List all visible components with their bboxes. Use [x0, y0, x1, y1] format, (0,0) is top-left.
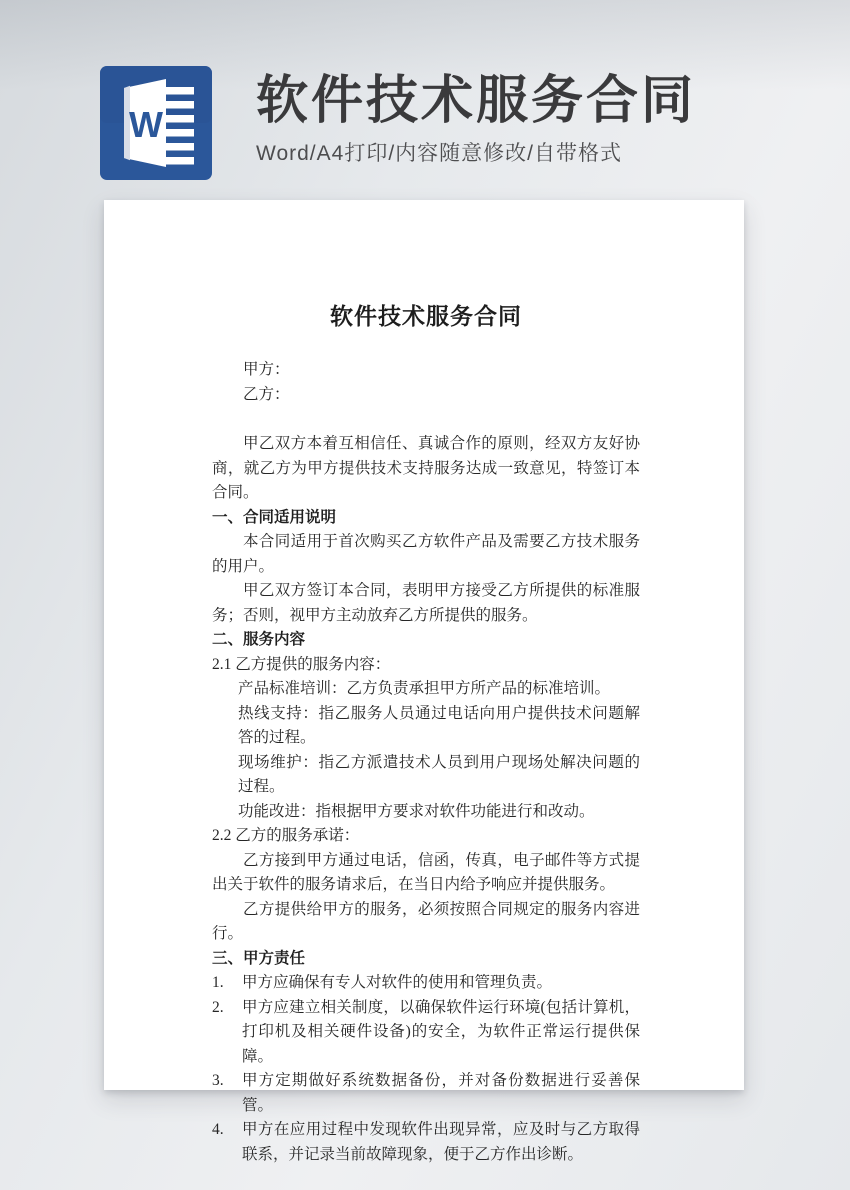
party-b-line: 乙方： — [243, 385, 290, 403]
clause-2-2-paragraph-1: 乙方接到甲方通过电话，信函，传真，电子邮件等方式提出关于软件的服务请求后，在当日内给予响应并提供服务。 — [212, 851, 640, 893]
section1-paragraph-1: 本合同适用于首次购买乙方软件产品及需要乙方技术服务的用户。 — [212, 533, 640, 575]
word-icon — [100, 66, 212, 180]
list-item — [212, 996, 640, 1070]
list-item-number: 4. — [212, 1121, 224, 1138]
service-item-onsite: 现场维护：指乙方派遣技术人员到用户现场处解决问题的过程。 — [238, 753, 640, 795]
section1-paragraph-2: 甲乙双方签订本合同，表明甲方接受乙方所提供的标准服务；否则，视甲方主动放弃乙方所提供的服务。 — [212, 582, 640, 624]
document-title: 软件技术服务合同 — [330, 304, 522, 329]
section1-heading: 一、合同适用说明 — [212, 508, 337, 526]
service-item-improvement: 功能改进：指根据甲方要求对软件功能进行和改动。 — [238, 802, 595, 820]
list-item-number: 2. — [212, 998, 224, 1016]
template-title: 软件技术服务合同 — [256, 72, 697, 130]
template-subtitle: Word/A4打印/内容随意修改/自带格式 — [256, 142, 622, 165]
list-item-number: 3. — [212, 1072, 224, 1089]
hero-header — [100, 66, 696, 180]
service-item-hotline: 热线支持：指乙服务人员通过电话向用户提供技术问题解答的过程。 — [238, 704, 640, 746]
list-item-number: 1. — [212, 974, 224, 991]
list-item — [212, 1069, 640, 1118]
intro-paragraph: 甲乙双方本着互相信任、真诚合作的原则，经双方友好协商，就乙方为甲方提供技术支持服务达成一致意见，特签订本合同。 — [212, 435, 640, 501]
clause-2-2-label: 2.2 乙方的服务承诺： — [212, 827, 360, 844]
clause-2-2-paragraph-2: 乙方提供给甲方的服务，必须按照合同规定的服务内容进行。 — [212, 900, 640, 942]
document-page — [104, 200, 744, 1163]
word-icon-graphic — [100, 66, 212, 180]
service-item-training: 产品标准培训：乙方负责承担甲方所产品的标准培训。 — [238, 680, 611, 697]
section3-heading: 三、甲方责任 — [212, 949, 306, 967]
list-item-text: 甲方定期做好系统数据备份，并对备份数据进行妥善保管。 — [242, 1072, 640, 1114]
list-item — [212, 1118, 640, 1167]
party-a-duty-list — [212, 971, 640, 1167]
section2-heading: 二、服务内容 — [212, 631, 306, 648]
clause-2-1-label: 2.1 乙方提供的服务内容： — [212, 655, 391, 673]
list-item — [212, 971, 640, 996]
word-icon-letter: W — [129, 104, 163, 145]
party-a-line: 甲方： — [243, 361, 290, 378]
list-item-text: 甲方应建立相关制度，以确保软件运行环境(包括计算机，打印机及相关硬件设备)的安全，为软件正常运行提供保障。 — [242, 998, 640, 1065]
hero-text — [256, 66, 696, 166]
list-item-text: 甲方在应用过程中发现软件出现异常，应及时与乙方取得联系，并记录当前故障现象，便于乙方作出诊断。 — [242, 1121, 640, 1163]
list-item-text: 甲方应确保有专人对软件的使用和管理负责。 — [242, 974, 553, 991]
